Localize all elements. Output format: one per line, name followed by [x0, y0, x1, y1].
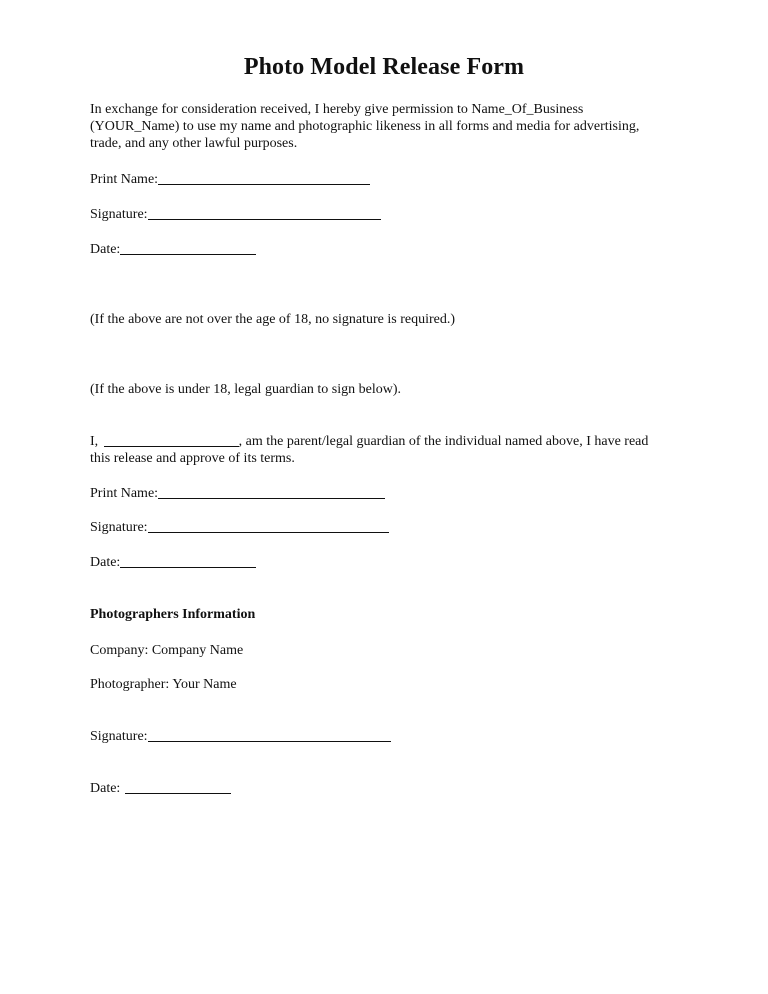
guardian-statement-text: , am the parent/legal guardian of the individual named above, I have read this release and approve of its terms. — [90, 434, 649, 466]
guardian-note: (If the above is under 18, legal guardian to sign below). — [90, 382, 402, 397]
photographer-label: Photographer: — [90, 677, 170, 692]
photographer-date-field — [90, 780, 231, 797]
company-label: Company: — [90, 643, 149, 658]
photographer-field — [90, 676, 237, 693]
model-print-name-field — [90, 171, 370, 188]
signature-label: Signature: — [90, 520, 148, 535]
photographer-heading: Photographers Information — [90, 607, 256, 622]
model-date-field — [90, 241, 256, 258]
date-label: Date: — [90, 242, 121, 257]
guardian-signature-field — [90, 519, 389, 536]
date-label: Date: — [90, 555, 121, 570]
guardian-print-name-field — [90, 485, 385, 502]
page-title: Photo Model Release Form — [243, 54, 525, 80]
guardian-statement-prefix: I, — [90, 434, 99, 449]
photographer-value: Your Name — [172, 677, 237, 692]
print-name-label: Print Name: — [90, 172, 159, 187]
guardian-name-blank[interactable] — [104, 433, 239, 447]
signature-blank[interactable] — [148, 206, 381, 220]
date-blank[interactable] — [125, 780, 231, 794]
age-note: (If the above are not over the age of 18, no signature is required.) — [90, 312, 456, 327]
date-blank[interactable] — [120, 241, 256, 255]
signature-label: Signature: — [90, 207, 148, 222]
company-field — [90, 642, 243, 659]
signature-blank[interactable] — [148, 519, 389, 533]
signature-label: Signature: — [90, 729, 148, 744]
print-name-label: Print Name: — [90, 486, 159, 501]
print-name-blank[interactable] — [158, 485, 385, 499]
guardian-statement — [90, 433, 670, 467]
company-value: Company Name — [151, 643, 244, 658]
consent-paragraph: In exchange for consideration received, I hereby give permission to Name_Of_Business (YOUR_Name) to use my name and photographic likeness in all forms and media for advertising, trade, and any other lawful purposes. — [90, 102, 640, 151]
guardian-date-field — [90, 554, 256, 571]
print-name-blank[interactable] — [158, 171, 370, 185]
photographer-signature-field — [90, 728, 391, 745]
date-label: Date: — [90, 781, 121, 796]
signature-blank[interactable] — [148, 728, 391, 742]
model-signature-field — [90, 206, 381, 223]
date-blank[interactable] — [120, 554, 256, 568]
